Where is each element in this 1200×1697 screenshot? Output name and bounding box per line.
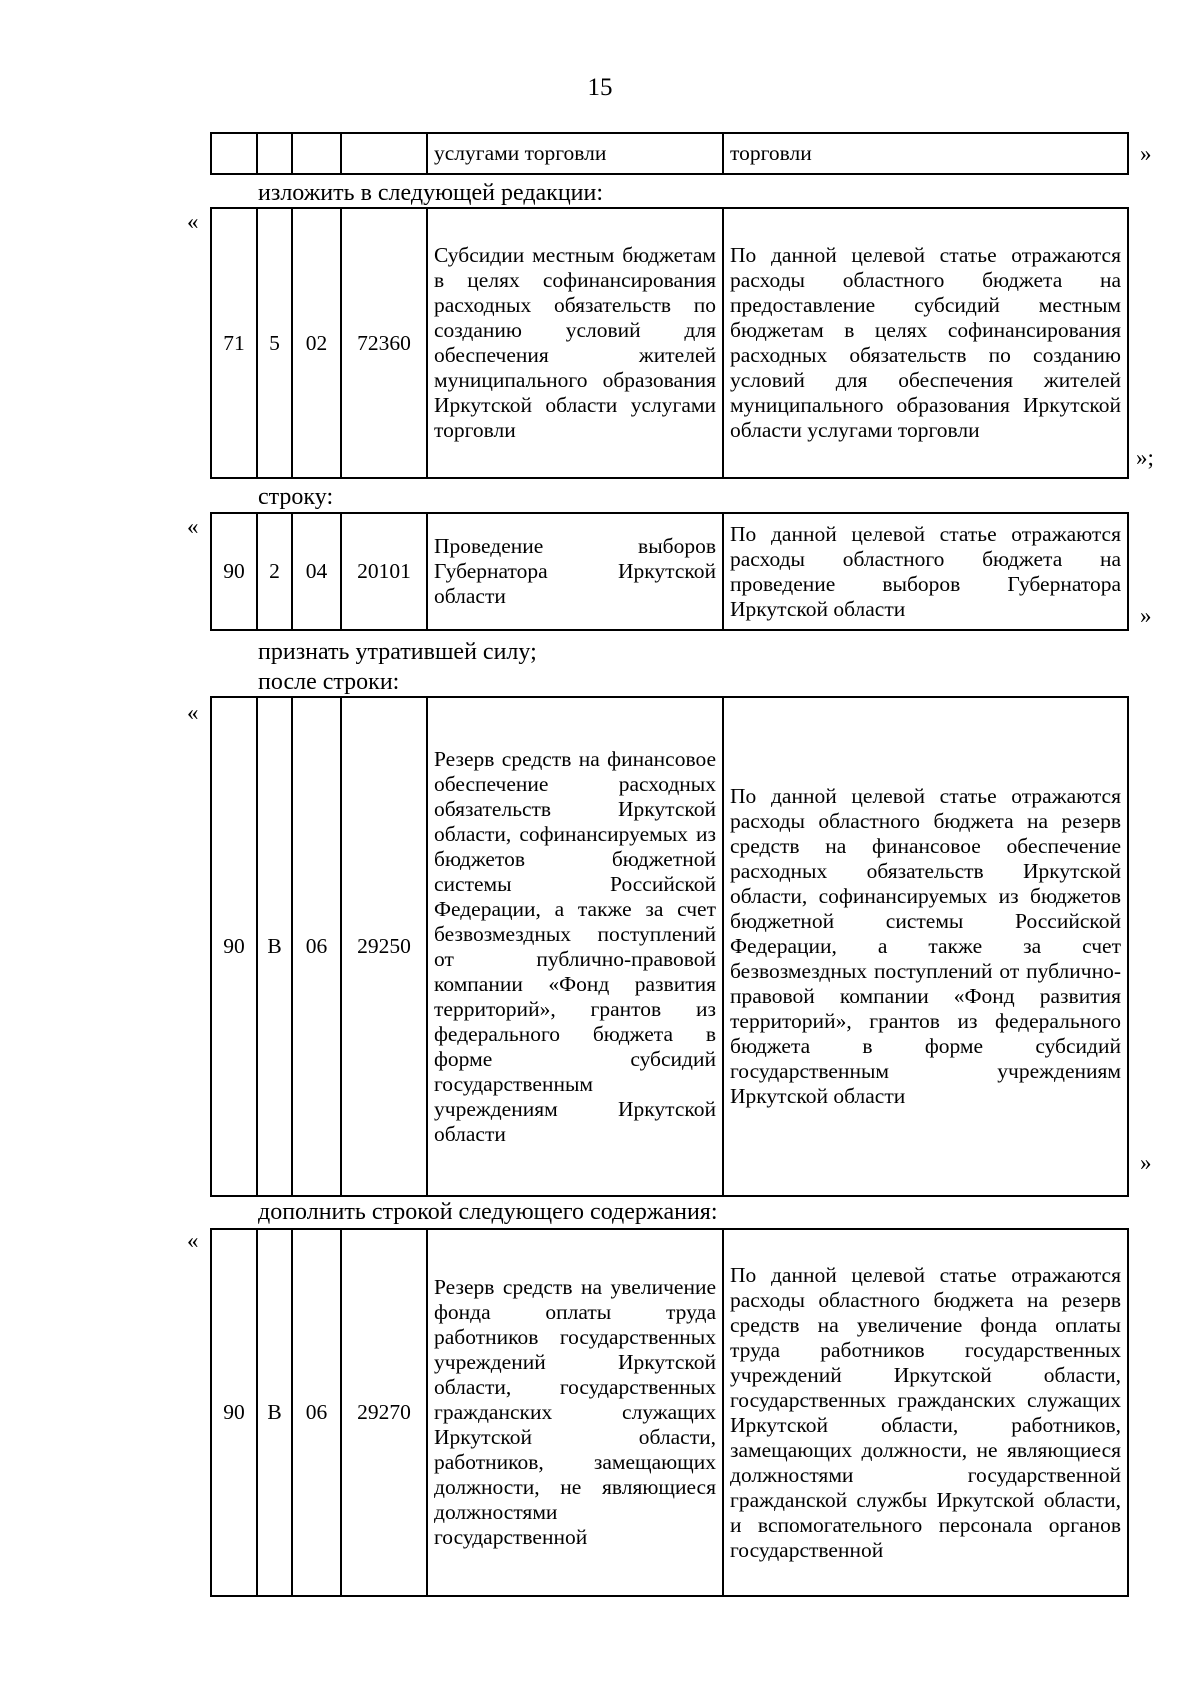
instruction-text: дополнить строкой следующего содержания: — [258, 1199, 718, 1225]
code-cell: В — [257, 697, 292, 1196]
explanation-cell: торговли — [723, 133, 1128, 174]
opening-quote: « — [187, 700, 199, 725]
code-cell — [211, 133, 257, 174]
opening-quote: « — [187, 514, 199, 539]
code-cell — [341, 133, 427, 174]
description-cell: Проведение выборов Губернатора Иркутской области — [427, 513, 723, 630]
table-row — [211, 133, 1128, 174]
table-row-29270 — [210, 1228, 1129, 1597]
instruction-text: строку: — [258, 484, 334, 510]
code-cell: 5 — [257, 208, 292, 478]
description-cell: Субсидии местным бюджетам в целях софинансирования расходных обязательств по созданию условий для обеспечения жителей муниципального образования Иркутской области услугами торговли — [427, 208, 723, 478]
code-cell: 20101 — [341, 513, 427, 630]
opening-quote: « — [187, 1228, 199, 1253]
explanation-cell: По данной целевой статье отражаются расходы областного бюджета на резерв средств на финансовое обеспечение расходных обязательств Иркутской области, софинансируемых из бюджетов бюджетной системы Российской Федерации, а также за счет безвозмездных поступлений от публично-правовой компании «Фонд развития территорий», грантов из федерального бюджета в форме субсидий государственным учреждениям Иркутской области — [723, 697, 1128, 1196]
code-cell: 02 — [292, 208, 341, 478]
closing-quote: » — [1140, 141, 1152, 166]
code-cell: 90 — [211, 1229, 257, 1596]
explanation-cell: По данной целевой статье отражаются расходы областного бюджета на проведение выборов Губернатора Иркутской области — [723, 513, 1128, 630]
code-cell: 90 — [211, 697, 257, 1196]
opening-quote: « — [187, 209, 199, 234]
instruction-text: признать утратившей силу; — [258, 639, 537, 665]
table-row — [211, 208, 1128, 478]
code-cell: В — [257, 1229, 292, 1596]
description-cell: Резерв средств на увеличение фонда оплаты труда работников государственных учреждений Иркутской области, государственных гражданских служащих Иркутской области, работников, замещающих должности, не являющиеся должностями государственной — [427, 1229, 723, 1596]
table-prev-row — [210, 132, 1129, 175]
closing-quote: » — [1140, 603, 1152, 628]
closing-quote: »; — [1136, 445, 1154, 470]
code-cell: 72360 — [341, 208, 427, 478]
code-cell: 29270 — [341, 1229, 427, 1596]
code-cell: 90 — [211, 513, 257, 630]
code-cell: 04 — [292, 513, 341, 630]
code-cell — [292, 133, 341, 174]
table-row — [211, 513, 1128, 630]
table-row-20101 — [210, 512, 1129, 631]
description-cell: услугами торговли — [427, 133, 723, 174]
table-row-29250 — [210, 696, 1129, 1197]
table-row-72360 — [210, 207, 1129, 479]
code-cell: 2 — [257, 513, 292, 630]
explanation-cell: По данной целевой статье отражаются расходы областного бюджета на резерв средств на увеличение фонда оплаты труда работников государственных учреждений Иркутской области, государственных гражданских служащих Иркутской области, работников, замещающих должности, не являющиеся должностями государственной гражданской службы Иркутской области, и вспомогательного персонала органов государственной — [723, 1229, 1128, 1596]
instruction-text: после строки: — [258, 669, 400, 695]
description-cell: Резерв средств на финансовое обеспечение расходных обязательств Иркутской области, софинансируемых из бюджетов бюджетной системы Российской Федерации, а также за счет безвозмездных поступлений от публично-правовой компании «Фонд развития территорий», грантов из федерального бюджета в форме субсидий государственным учреждениям Иркутской области — [427, 697, 723, 1196]
table-row — [211, 1229, 1128, 1596]
code-cell: 29250 — [341, 697, 427, 1196]
code-cell — [257, 133, 292, 174]
code-cell: 71 — [211, 208, 257, 478]
table-row — [211, 697, 1128, 1196]
code-cell: 06 — [292, 697, 341, 1196]
instruction-text: изложить в следующей редакции: — [258, 180, 604, 206]
closing-quote: » — [1140, 1150, 1152, 1175]
explanation-cell: По данной целевой статье отражаются расходы областного бюджета на предоставление субсидий местным бюджетам в целях софинансирования расходных обязательств по созданию условий для обеспечения жителей муниципального образования Иркутской области услугами торговли — [723, 208, 1128, 478]
page-number: 15 — [587, 74, 613, 101]
code-cell: 06 — [292, 1229, 341, 1596]
